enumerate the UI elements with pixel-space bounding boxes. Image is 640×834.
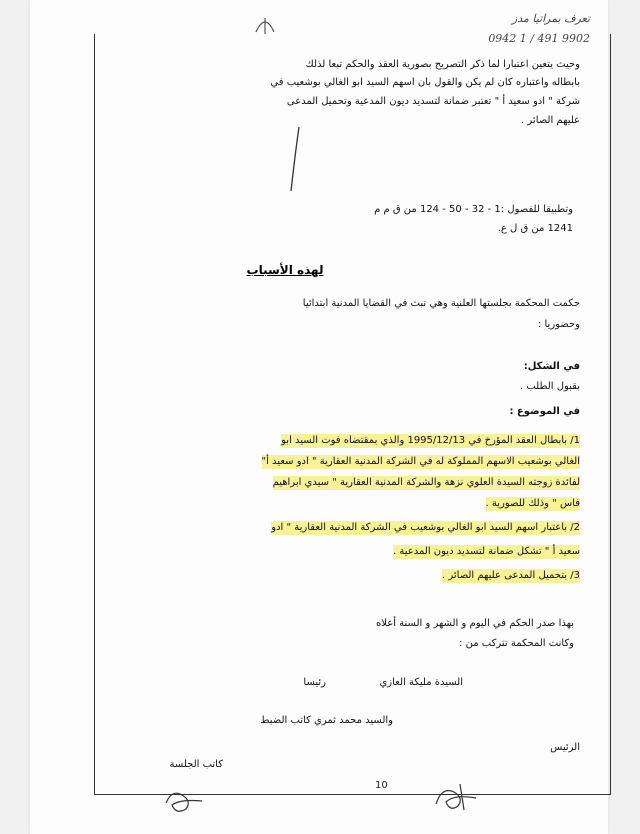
handwritten-note: تعرف بمراتيا مدز [511, 12, 590, 25]
intro-line: وحضوريا : [537, 319, 580, 330]
ruling-2-line: سعيد أ " تشكل ضمانة لتسديد ديون المدعية . [393, 546, 580, 557]
paragraph-line: بابطاله واعتباره كان لم يكن والقول بان اسهم السيد ابو الغالي بوشعيب في [270, 77, 580, 88]
form-text: بقبول الطلب . [520, 381, 580, 392]
ruling-1-line: لفائدة زوجته السيدة العلوي نزهة والشركة المدنية العقارية " سيدي ابراهيم [272, 477, 580, 488]
intro-line: حكمت المحكمة بجلستها العلنية وهي تبث في القضايا المدنية ابتدائيا [302, 298, 580, 309]
handwritten-stroke-icon [285, 125, 305, 195]
ruling-2-line: 2/ باعتبار اسهم السيد ابو الغالي بوشعيب في الشركة المدنية العقارية " ادو [271, 522, 580, 533]
ruling-1-line: فاس " وذلك للصورية . [485, 498, 580, 509]
paragraph-line: وحيث يتعين اعتبارا لما ذكر التصريح بصورية العقد والحكم تبعا لذلك [305, 59, 580, 70]
ruling-1-line: الغالي بوشعيب الاسهم المملوكة له في الشركة المدنية العقارية " ادو سعيد أ" [261, 456, 580, 467]
page-number: 10 [375, 780, 388, 791]
top-mark-icon [252, 14, 278, 36]
legal-basis-line: 1241 من ق ل ع. [497, 223, 573, 234]
signature-right-icon [430, 780, 480, 814]
closing-line: بهذا صدر الحكم في اليوم و الشهر و السنة أعلاه [376, 618, 574, 629]
ruling-3-line: 3/ بتحميل المدعى عليهم الصائر . [441, 570, 580, 581]
paragraph-line: عليهم الصائر . [521, 115, 580, 126]
session-clerk-label: كاتب الجلسة [169, 759, 223, 770]
president-label: الرئيس [550, 742, 580, 753]
subject-heading: في الموضوع : [509, 406, 580, 417]
section-title: لهذه الأسباب [246, 263, 324, 277]
handwritten-ref-number: 0942 1 / 491 9902 [488, 32, 590, 45]
paragraph-line: شركة " ادو سعيد أ " تعتبر ضمانة لتسديد ديون المدعية وتحميل المدعى [286, 96, 580, 107]
closing-line: وكانت المحكمة تتركب من : [459, 638, 574, 649]
ruling-1-line: 1/ بابطال العقد المؤرخ في 1995/12/13 والذي بمقتضاه فوت السيد ابو [281, 435, 580, 446]
signature-left-icon [162, 785, 206, 815]
judge-role: رئيسا [303, 677, 326, 688]
clerk-line: والسيد محمد ثمري كاتب الضبط [260, 715, 393, 726]
legal-basis-line: وتطبيقا للفصول :1 - 32 - 50 - 124 من ق م م [374, 204, 573, 215]
form-heading: في الشكل: [523, 361, 580, 372]
document-page [30, 0, 608, 834]
judge-name: السيدة مليكة العازي [379, 677, 463, 688]
